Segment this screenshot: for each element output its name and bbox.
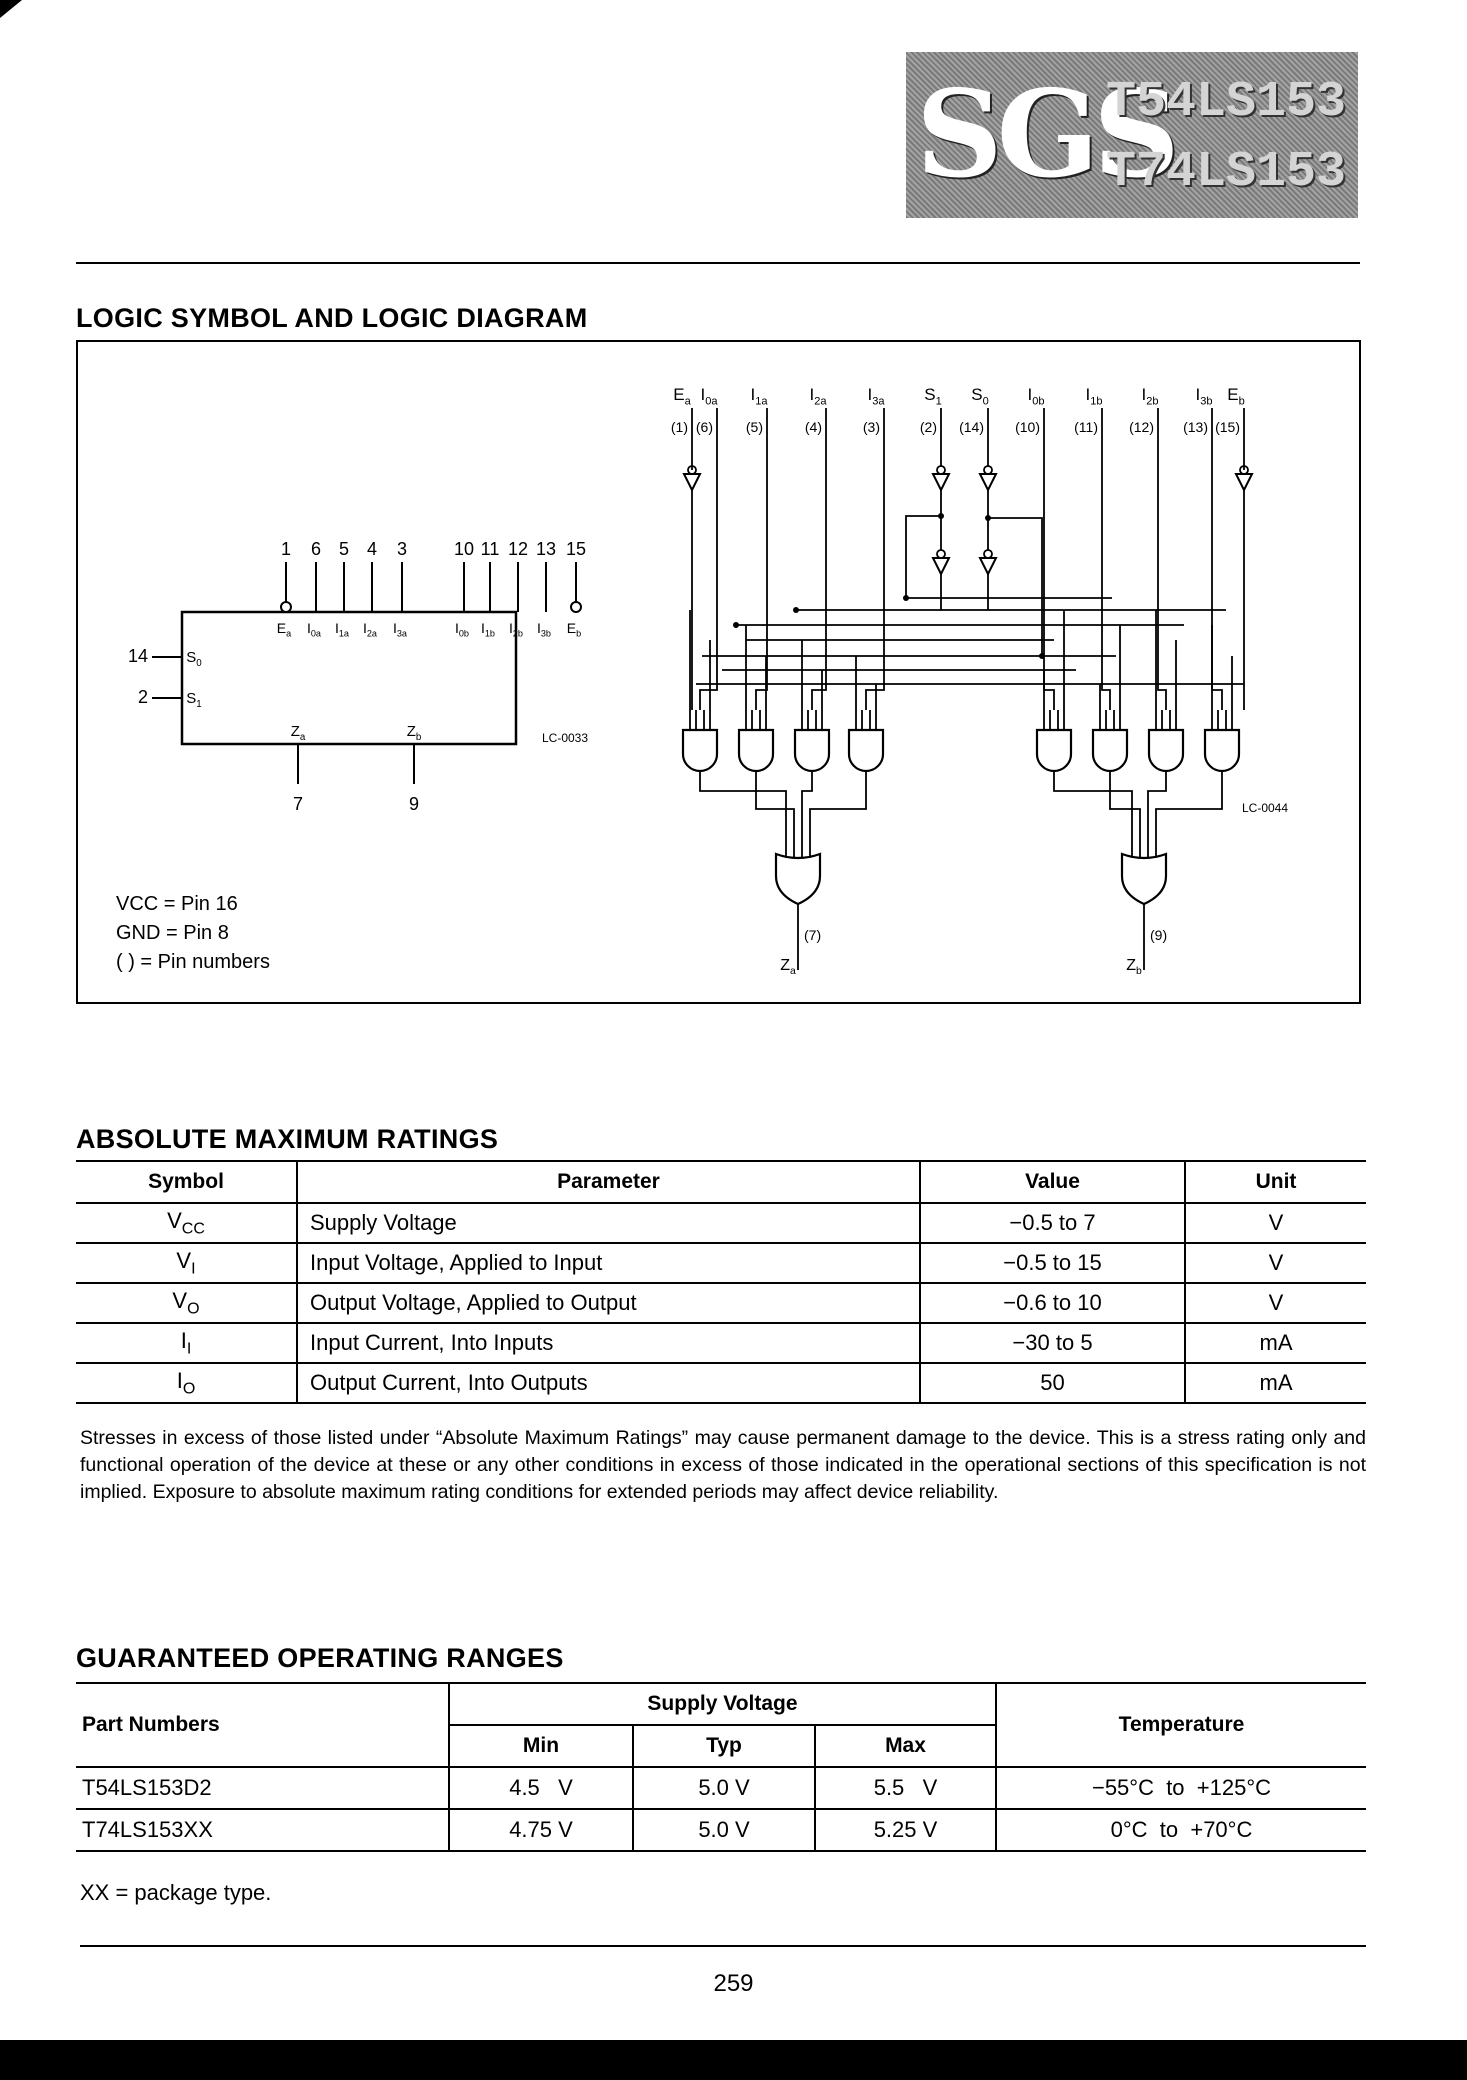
logic-diagram <box>683 408 1252 970</box>
table-row <box>76 1323 1366 1363</box>
diagram-wire <box>700 440 717 710</box>
max-cell: 5.5 V <box>815 1767 996 1809</box>
diagram-wire <box>1148 771 1166 858</box>
ranges-header-supply: Supply Voltage <box>449 1683 996 1725</box>
footer-rule <box>80 1945 1366 1947</box>
diagram-wire <box>988 518 1042 656</box>
manufacturer-logo <box>906 52 1358 218</box>
symbol-subscript: I <box>186 1340 192 1358</box>
and-gate <box>1037 730 1071 771</box>
ratings-header-parameter: Parameter <box>297 1161 920 1203</box>
table-row <box>76 1283 1366 1323</box>
symbol-inner-label: $I_{3b}$ <box>536 620 552 639</box>
symbol-text <box>128 539 588 814</box>
diagram-input-label: $E_b$ <box>1227 385 1245 408</box>
symbol-letter: I <box>180 1327 187 1353</box>
parameter-cell: Input Current, Into Inputs <box>297 1323 920 1363</box>
select-inverter-bubble <box>937 466 945 474</box>
symbol-inner-label: $I_{3a}$ <box>392 620 408 639</box>
diagram-input-pin: (3) <box>862 419 880 435</box>
table-row <box>76 1203 1366 1243</box>
parameter-cell: Output Voltage, Applied to Output <box>297 1283 920 1323</box>
select-inverter <box>933 474 949 490</box>
symbol-cell <box>76 1283 297 1323</box>
table-row <box>76 1243 1366 1283</box>
diagram-input-pin: (6) <box>695 419 713 435</box>
diagram-input-label: $I_{0b}$ <box>1027 385 1045 408</box>
legend-pin-numbers: ( ) = Pin numbers <box>116 951 270 973</box>
diagram-input-pin: (12) <box>1129 419 1154 435</box>
package-footnote: XX = package type. <box>80 1880 272 1905</box>
min-cell: 4.75 V <box>449 1809 633 1851</box>
ranges-header-max: Max <box>815 1725 996 1767</box>
symbol-inner-label: $I_{0b}$ <box>454 620 470 639</box>
ratings-header-symbol: Symbol <box>76 1161 297 1203</box>
value-cell: 50 <box>920 1363 1185 1403</box>
diagram-output-label: $Z_b$ <box>1126 957 1142 977</box>
diagram-input-pin: (1) <box>670 419 688 435</box>
min-cell: 4.5 V <box>449 1767 633 1809</box>
unit-cell: mA <box>1185 1363 1366 1403</box>
part-number-2: T74LS153 <box>1106 144 1347 201</box>
diagram-input-label: $I_{1a}$ <box>750 385 768 408</box>
symbol-top-pin-number: 11 <box>480 539 500 559</box>
symbol-code: LC-0033 <box>542 731 589 745</box>
and-gate <box>795 730 829 771</box>
ratings-header-row <box>76 1161 1366 1203</box>
junction-dot <box>985 515 991 521</box>
symbol-inner-label: $I_{2a}$ <box>362 620 378 639</box>
typ-cell: 5.0 V <box>633 1809 815 1851</box>
scan-bottom-band <box>0 2040 1467 2080</box>
and-gate <box>739 730 773 771</box>
ranges-header-row <box>76 1683 1366 1725</box>
diagram-wire <box>756 771 794 858</box>
symbol-letter: V <box>167 1207 182 1233</box>
and-gate <box>1205 730 1239 771</box>
diagram-wire <box>1102 440 1110 710</box>
stress-note: Stresses in excess of those listed under “Absolute Maximum Ratings” may cause permanent damage to the device. This is a stress rating only and functional operation of the device at these or any other conditions in excess of those indicated in the operational sections of this specification is not implied. Exposure to absolute maximum rating conditions for extended periods may affect device reliability. <box>80 1427 1366 1503</box>
diagram-input-label: $S_1$ <box>924 385 942 408</box>
diagram-input-pin: (11) <box>1074 419 1098 435</box>
typ-cell: 5.0 V <box>633 1767 815 1809</box>
ratings-title: ABSOLUTE MAXIMUM RATINGS <box>76 1124 499 1154</box>
symbol-select-label: $S_1$ <box>186 690 202 710</box>
parameter-cell: Supply Voltage <box>297 1203 920 1243</box>
part-number-1: T54LS153 <box>1106 74 1347 131</box>
select-buffer-bubble <box>984 550 992 558</box>
or-gate-b <box>1122 854 1166 904</box>
symbol-inversion-bubble <box>281 602 291 612</box>
select-buffer <box>980 558 996 574</box>
symbol-inner-label: $I_{1b}$ <box>480 620 496 639</box>
diagram-input-label: $I_{2b}$ <box>1141 385 1159 408</box>
ranges-header-temperature: Temperature <box>996 1683 1366 1767</box>
temperature-cell: −55°C to +125°C <box>996 1767 1366 1809</box>
symbol-top-pin-number: 3 <box>396 539 408 559</box>
symbol-inner-label: $E_a$ <box>276 620 292 639</box>
symbol-output-label: $Z_b$ <box>406 723 422 743</box>
symbol-top-pin-number: 6 <box>310 539 322 559</box>
select-buffer-bubble <box>937 550 945 558</box>
unit-cell: mA <box>1185 1323 1366 1363</box>
junction-dot <box>1039 653 1045 659</box>
diagram-input-pin: (15) <box>1215 419 1240 435</box>
diagram-input-pin: (14) <box>959 419 984 435</box>
symbol-top-pin-number: 12 <box>507 539 529 559</box>
unit-cell: V <box>1185 1203 1366 1243</box>
diagram-input-pin: (13) <box>1183 419 1208 435</box>
ratings-header-value: Value <box>920 1161 1185 1203</box>
corner-mark <box>0 0 22 18</box>
ranges-table <box>76 1682 1366 1852</box>
diagram-wire <box>810 771 866 858</box>
symbol-top-pin-number: 10 <box>453 539 475 559</box>
legend-vcc: VCC = Pin 16 <box>116 893 238 915</box>
unit-cell: V <box>1185 1283 1366 1323</box>
symbol-cell <box>76 1243 297 1283</box>
and-gate <box>1149 730 1183 771</box>
part-number-cell: T74LS153XX <box>76 1809 449 1851</box>
diagram-wire <box>1158 440 1166 710</box>
symbol-subscript: CC <box>181 1220 205 1238</box>
and-gate <box>683 730 717 771</box>
diagram-input-pin: (5) <box>745 419 763 435</box>
logic-diagrams-svg <box>76 340 1361 1004</box>
enable-b-buffer <box>1236 474 1252 490</box>
select-buffer <box>933 558 949 574</box>
value-cell: −0.6 to 10 <box>920 1283 1185 1323</box>
ranges-header-part: Part Numbers <box>76 1683 449 1767</box>
symbol-letter: I <box>176 1367 183 1393</box>
value-cell: −0.5 to 7 <box>920 1203 1185 1243</box>
diagram-code: LC-0044 <box>1242 801 1289 815</box>
select-inverter-bubble <box>984 466 992 474</box>
symbol-subscript: O <box>187 1300 200 1318</box>
symbol-output-label: $Z_a$ <box>290 723 306 743</box>
logic-section-title: LOGIC SYMBOL AND LOGIC DIAGRAM <box>76 303 588 333</box>
diagram-input-label: $I_{3b}$ <box>1195 385 1213 408</box>
symbol-left-pin-number: 2 <box>137 687 148 707</box>
temperature-cell: 0°C to +70°C <box>996 1809 1366 1851</box>
diagram-wire <box>1212 440 1222 710</box>
ranges-title: GUARANTEED OPERATING RANGES <box>76 1643 564 1673</box>
diagram-wire <box>1054 771 1132 858</box>
diagram-input-label: $I_{2a}$ <box>809 385 827 408</box>
diagram-wire <box>1110 771 1140 858</box>
symbol-top-pin-number: 5 <box>338 539 350 559</box>
table-row <box>76 1809 1366 1851</box>
symbol-inner-label: $I_{1a}$ <box>334 620 350 639</box>
symbol-top-pin-number: 13 <box>535 539 557 559</box>
enable-a-buffer <box>684 474 700 490</box>
and-gate <box>1093 730 1127 771</box>
symbol-cell <box>76 1203 297 1243</box>
symbol-inner-label: $I_{2b}$ <box>508 620 524 639</box>
diagram-input-pin: (2) <box>919 419 937 435</box>
symbol-inner-label: $E_b$ <box>566 620 582 639</box>
symbol-inner-label: $I_{0a}$ <box>306 620 322 639</box>
symbol-top-pin-number: 1 <box>280 539 292 559</box>
logo-letters: SGS <box>916 64 1174 205</box>
junction-dot <box>733 622 739 628</box>
symbol-letter: V <box>176 1247 192 1273</box>
diagram-input-label: $I_{3a}$ <box>867 385 885 408</box>
diagram-output-pin: (7) <box>804 927 822 943</box>
diagram-input-label: $I_{0a}$ <box>700 385 718 408</box>
symbol-bottom-pin-number: 7 <box>292 794 304 814</box>
and-gate <box>849 730 883 771</box>
value-cell: −30 to 5 <box>920 1323 1185 1363</box>
parameter-cell: Input Voltage, Applied to Input <box>297 1243 920 1283</box>
symbol-subscript: I <box>191 1260 196 1278</box>
symbol-letter: V <box>172 1287 188 1313</box>
junction-dot <box>793 607 799 613</box>
junction-dot <box>938 513 944 519</box>
ratings-header-unit: Unit <box>1185 1161 1366 1203</box>
unit-cell: V <box>1185 1243 1366 1283</box>
symbol-cell <box>76 1363 297 1403</box>
table-row <box>76 1363 1366 1403</box>
symbol-subscript: O <box>182 1380 196 1398</box>
page-number: 259 <box>713 1970 754 1997</box>
ranges-header-min: Min <box>449 1725 633 1767</box>
value-cell: −0.5 to 15 <box>920 1243 1185 1283</box>
ratings-table <box>76 1160 1366 1404</box>
ranges-header-typ: Typ <box>633 1725 815 1767</box>
part-number-cell: T54LS153D2 <box>76 1767 449 1809</box>
parameter-cell: Output Current, Into Outputs <box>297 1363 920 1403</box>
junction-dot <box>903 595 909 601</box>
diagram-output-label: $Z_a$ <box>780 957 796 977</box>
diagram-input-pin: (4) <box>804 419 822 435</box>
symbol-inversion-bubble <box>571 602 581 612</box>
diagram-input-label: $S_0$ <box>971 385 989 408</box>
diagram-input-pin: (10) <box>1015 419 1040 435</box>
or-gate-a <box>776 854 820 904</box>
diagram-input-label: $I_{1b}$ <box>1085 385 1103 408</box>
max-cell: 5.25 V <box>815 1809 996 1851</box>
symbol-select-label: $S_0$ <box>186 649 202 669</box>
legend-gnd: GND = Pin 8 <box>116 922 229 944</box>
diagram-input-label: $E_a$ <box>673 385 691 408</box>
select-inverter <box>980 474 996 490</box>
diagram-output-pin: (9) <box>1150 927 1168 943</box>
symbol-left-pin-number: 14 <box>127 646 148 666</box>
diagram-wire <box>700 771 786 858</box>
symbol-top-pins <box>281 562 581 612</box>
table-row <box>76 1767 1366 1809</box>
symbol-bottom-pin-number: 9 <box>408 794 420 814</box>
symbol-top-pin-number: 15 <box>565 539 587 559</box>
symbol-top-pin-number: 4 <box>366 539 378 559</box>
symbol-cell <box>76 1323 297 1363</box>
header-rule <box>76 262 1360 264</box>
logic-diagram-frame <box>76 340 1361 1004</box>
logic-symbol <box>152 562 581 784</box>
